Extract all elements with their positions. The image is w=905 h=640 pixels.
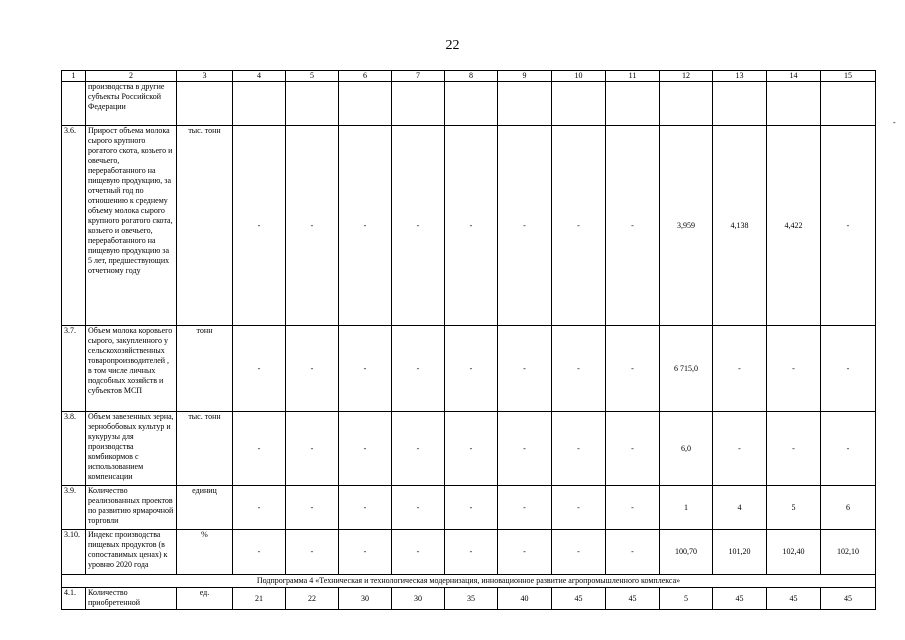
value-cell: 6 715,0 xyxy=(660,326,713,412)
column-number-cell: 14 xyxy=(767,71,821,82)
table-row xyxy=(62,588,876,610)
value-cell xyxy=(660,82,713,126)
unit-of-measure: ед. xyxy=(177,588,233,610)
unit-of-measure: единиц xyxy=(177,486,233,530)
unit-of-measure xyxy=(177,82,233,126)
table-row xyxy=(62,326,876,412)
value-cell: - xyxy=(392,126,445,326)
value-cell: - xyxy=(552,326,606,412)
value-cell: 1 xyxy=(660,486,713,530)
value-cell xyxy=(233,82,286,126)
value-cell: - xyxy=(392,326,445,412)
column-number-cell: 2 xyxy=(86,71,177,82)
value-cell: 5 xyxy=(767,486,821,530)
indicator-name: производства в другие субъекты Российской Федерации xyxy=(86,82,177,126)
value-cell: 4,138 xyxy=(713,126,767,326)
unit-of-measure: % xyxy=(177,530,233,575)
value-cell: 45 xyxy=(767,588,821,610)
value-cell: - xyxy=(339,326,392,412)
subprogram-row xyxy=(62,575,876,588)
value-cell: - xyxy=(606,326,660,412)
value-cell: - xyxy=(767,412,821,486)
column-number-cell: 6 xyxy=(339,71,392,82)
value-cell: - xyxy=(445,530,498,575)
indicator-name: Индекс производства пищевых продуктов (в сопоставимых ценах) к уровню 2020 года xyxy=(86,530,177,575)
value-cell: 40 xyxy=(498,588,552,610)
value-cell: 102,40 xyxy=(767,530,821,575)
value-cell: - xyxy=(552,530,606,575)
column-number-cell: 15 xyxy=(821,71,876,82)
value-cell: 6 xyxy=(821,486,876,530)
value-cell: 5 xyxy=(660,588,713,610)
indicator-name: Количество реализованных проектов по развитию ярмарочной торговли xyxy=(86,486,177,530)
value-cell: - xyxy=(498,126,552,326)
value-cell: - xyxy=(339,530,392,575)
column-number-cell: 11 xyxy=(606,71,660,82)
column-number-cell: 12 xyxy=(660,71,713,82)
value-cell: - xyxy=(606,530,660,575)
value-cell: - xyxy=(445,126,498,326)
value-cell: - xyxy=(498,412,552,486)
column-number-cell: 9 xyxy=(498,71,552,82)
value-cell: - xyxy=(233,530,286,575)
value-cell: 4 xyxy=(713,486,767,530)
value-cell xyxy=(392,82,445,126)
value-cell: - xyxy=(445,412,498,486)
value-cell xyxy=(767,82,821,126)
column-number-cell: 10 xyxy=(552,71,606,82)
value-cell: - xyxy=(286,326,339,412)
value-cell: - xyxy=(339,486,392,530)
row-number: 3.10. xyxy=(62,530,86,575)
row-number: 3.8. xyxy=(62,412,86,486)
value-cell: 35 xyxy=(445,588,498,610)
value-cell: - xyxy=(339,126,392,326)
unit-of-measure: тыс. тонн xyxy=(177,126,233,326)
value-cell: - xyxy=(392,486,445,530)
value-cell: - xyxy=(445,326,498,412)
value-cell: - xyxy=(233,486,286,530)
value-cell xyxy=(713,82,767,126)
value-cell: 45 xyxy=(606,588,660,610)
column-number-cell: 5 xyxy=(286,71,339,82)
value-cell: - xyxy=(821,326,876,412)
unit-of-measure: тыс. тонн xyxy=(177,412,233,486)
value-cell: - xyxy=(286,530,339,575)
value-cell: 45 xyxy=(821,588,876,610)
column-number-cell: 4 xyxy=(233,71,286,82)
unit-of-measure: тонн xyxy=(177,326,233,412)
value-cell: - xyxy=(286,126,339,326)
value-cell: - xyxy=(498,326,552,412)
column-number-cell: 7 xyxy=(392,71,445,82)
value-cell: 102,10 xyxy=(821,530,876,575)
value-cell: - xyxy=(606,486,660,530)
value-cell: - xyxy=(821,126,876,326)
value-cell: - xyxy=(233,412,286,486)
row-number: 3.7. xyxy=(62,326,86,412)
value-cell: 22 xyxy=(286,588,339,610)
value-cell: - xyxy=(552,412,606,486)
value-cell xyxy=(552,82,606,126)
column-number-cell: 8 xyxy=(445,71,498,82)
column-number-row xyxy=(62,71,876,82)
value-cell: 6,0 xyxy=(660,412,713,486)
value-cell: - xyxy=(392,412,445,486)
value-cell: - xyxy=(552,126,606,326)
column-number-cell: 1 xyxy=(62,71,86,82)
value-cell xyxy=(445,82,498,126)
value-cell: - xyxy=(498,486,552,530)
value-cell: - xyxy=(713,326,767,412)
value-cell xyxy=(286,82,339,126)
value-cell xyxy=(606,82,660,126)
value-cell: - xyxy=(339,412,392,486)
value-cell: - xyxy=(392,530,445,575)
value-cell xyxy=(339,82,392,126)
value-cell: - xyxy=(767,326,821,412)
indicator-name: Объем молока коровьего сырого, закупленного у сельскохозяйственных товаропроизводителей , в том числе личных подсобных хозяйств и субъектов МСП xyxy=(86,326,177,412)
indicator-name: Объем завезенных зерна, зернобобовых культур и кукурузы для производства комбикормов с использованием компенсации xyxy=(86,412,177,486)
indicators-table xyxy=(61,70,876,610)
value-cell: - xyxy=(552,486,606,530)
value-cell: - xyxy=(606,412,660,486)
indicator-name: Количество приобретенной xyxy=(86,588,177,610)
value-cell: 4,422 xyxy=(767,126,821,326)
value-cell: - xyxy=(821,412,876,486)
value-cell: 100,70 xyxy=(660,530,713,575)
value-cell: 30 xyxy=(339,588,392,610)
table-row xyxy=(62,486,876,530)
table-row xyxy=(62,412,876,486)
value-cell: - xyxy=(286,412,339,486)
value-cell xyxy=(821,82,876,126)
table-row xyxy=(62,126,876,326)
value-cell: 101,20 xyxy=(713,530,767,575)
indicator-name: Прирост объема молока сырого крупного рогатого скота, козьего и овечьего, переработанного на пищевую продукцию, за отчетный год по отношению к среднему объему молока сырого крупного рогатого скота, козьего и овечьего, переработанного на пищевую продукцию за 5 лет, предшествующих отчетному году xyxy=(86,126,177,326)
column-number-cell: 13 xyxy=(713,71,767,82)
value-cell: 45 xyxy=(713,588,767,610)
value-cell: - xyxy=(233,326,286,412)
value-cell: - xyxy=(606,126,660,326)
row-number xyxy=(62,82,86,126)
value-cell: 21 xyxy=(233,588,286,610)
subprogram-title: Подпрограмма 4 «Техническая и технологическая модернизация, инновационное развитие агропромышленного комплекса» xyxy=(62,575,876,588)
table-row xyxy=(62,82,876,126)
row-number: 3.6. xyxy=(62,126,86,326)
table-row xyxy=(62,530,876,575)
value-cell: - xyxy=(713,412,767,486)
column-number-cell: 3 xyxy=(177,71,233,82)
value-cell: 45 xyxy=(552,588,606,610)
value-cell: - xyxy=(286,486,339,530)
value-cell: 30 xyxy=(392,588,445,610)
row-number: 3.9. xyxy=(62,486,86,530)
margin-mark: - xyxy=(893,118,896,127)
value-cell: - xyxy=(445,486,498,530)
value-cell xyxy=(498,82,552,126)
value-cell: - xyxy=(233,126,286,326)
value-cell: 3,959 xyxy=(660,126,713,326)
page-number: 22 xyxy=(445,38,460,53)
row-number: 4.1. xyxy=(62,588,86,610)
value-cell: - xyxy=(498,530,552,575)
